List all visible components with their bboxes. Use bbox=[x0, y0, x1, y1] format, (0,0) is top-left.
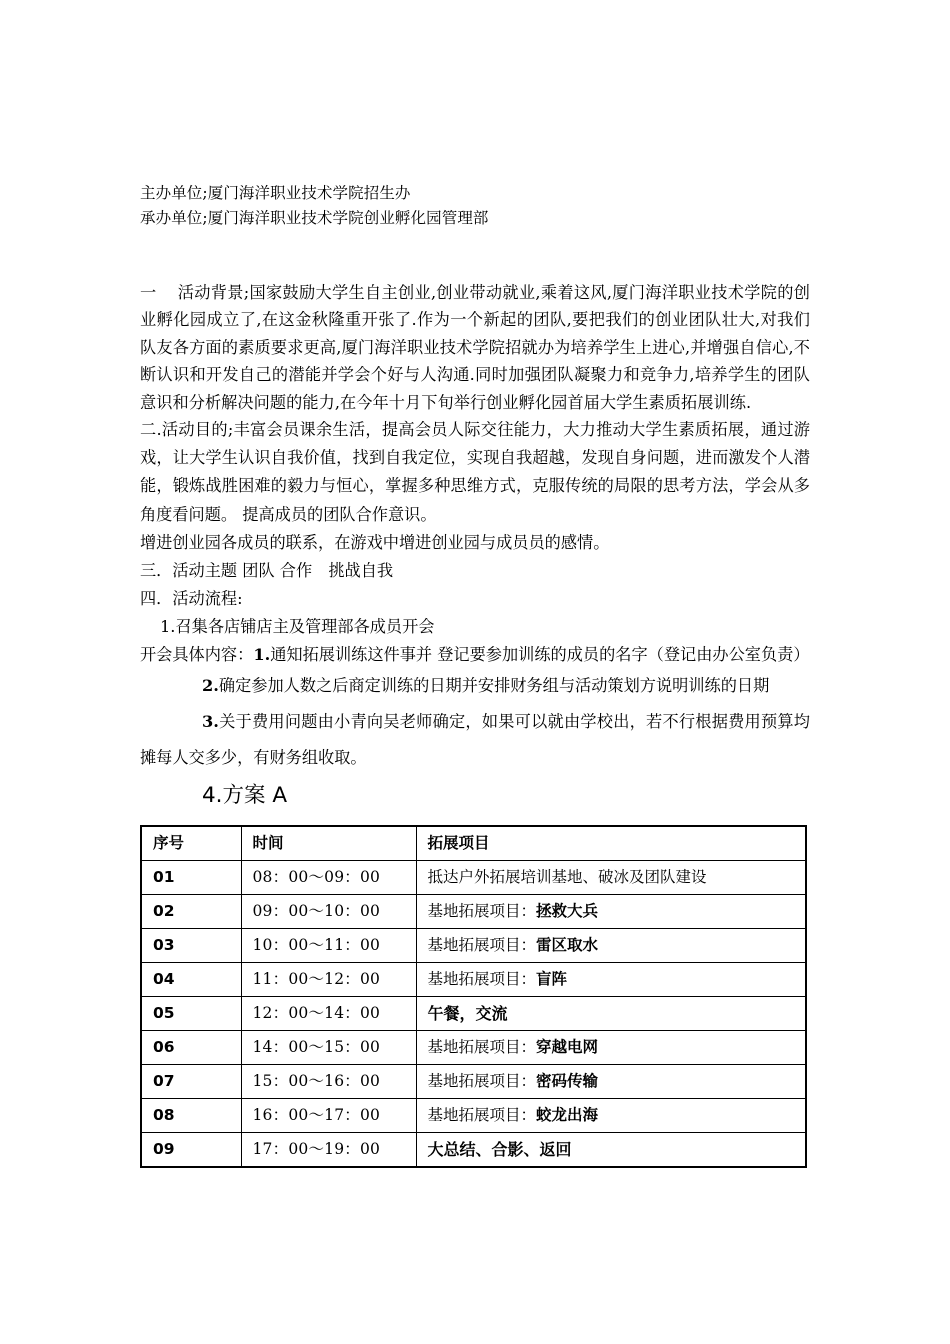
row-time-range: 10：00～11：00 bbox=[241, 929, 416, 963]
row-time-range: 12：00～14：00 bbox=[241, 997, 416, 1031]
organizer-block bbox=[140, 181, 810, 231]
table-row bbox=[141, 929, 806, 963]
row-sequence-number: 04 bbox=[141, 963, 241, 997]
column-header-time: 时间 bbox=[241, 826, 416, 861]
plan-a-label: 方案 bbox=[222, 783, 266, 809]
row-project-description: 大总结、合影、返回 bbox=[416, 1133, 806, 1168]
row-time-range: 14：00～15：00 bbox=[241, 1031, 416, 1065]
schedule-table-body bbox=[141, 826, 806, 1167]
process-item-1: 1.召集各店铺店主及管理部各成员开会 bbox=[160, 617, 435, 637]
project-prefix: 基地拓展项目： bbox=[427, 970, 537, 989]
row-project-description bbox=[416, 895, 806, 929]
process-meeting-detail bbox=[140, 641, 810, 668]
row-time-range: 15：00～16：00 bbox=[241, 1065, 416, 1099]
row-project-description bbox=[416, 1031, 806, 1065]
section-purpose-line1: 二.活动目的;丰富会员课余生活，提高会员人际交往能力，大力推动大学生素质拓展，通过游戏，让大学生认识自我价值，找到自我定位，实现自我超越，发现自身问题，进而激发个人潜能，锻炼战胜困难的毅力与恒心，掌握多种思维方式，克服传统的局限的思考方法，学会从多角度看问题。 提高成员的团队合作意识。 bbox=[140, 420, 810, 524]
process-item-3 bbox=[140, 704, 810, 776]
table-row bbox=[141, 1099, 806, 1133]
project-prefix: 基地拓展项目： bbox=[427, 1038, 537, 1057]
plan-a-number: 4. bbox=[202, 783, 223, 809]
section-spacer bbox=[140, 231, 810, 279]
row-project-description bbox=[416, 963, 806, 997]
process-item-2-number: 2. bbox=[202, 676, 219, 696]
row-sequence-number: 06 bbox=[141, 1031, 241, 1065]
project-name: 雷区取水 bbox=[536, 936, 599, 955]
process-item-3-body: 关于费用问题由小青向吴老师确定，如果可以就由学校出，若不行根据费用预算均摊每人交多少，有财务组收取。 bbox=[140, 712, 810, 768]
row-project-description: 午餐，交流 bbox=[416, 997, 806, 1031]
schedule-table bbox=[140, 825, 807, 1168]
row-sequence-number: 07 bbox=[141, 1065, 241, 1099]
row-sequence-number: 08 bbox=[141, 1099, 241, 1133]
plan-a-letter: A bbox=[272, 783, 288, 809]
section-background-number: 一 bbox=[140, 283, 157, 302]
process-meeting-body: 通知拓展训练这件事并 登记要参加训练的成员的名字（登记由办公室负责） bbox=[270, 644, 810, 664]
project-name: 拯救大兵 bbox=[536, 902, 599, 921]
organizer-line-operator: 承办单位;厦门海洋职业技术学院创业孵化园管理部 bbox=[140, 209, 489, 227]
process-item-3-number: 3. bbox=[202, 712, 219, 732]
project-name: 密码传输 bbox=[536, 1072, 599, 1091]
process-item-2-body: 确定参加人数之后商定训练的日期并安排财务组与活动策划方说明训练的日期 bbox=[218, 676, 770, 696]
column-header-no: 序号 bbox=[141, 826, 241, 861]
project-prefix: 基地拓展项目： bbox=[427, 936, 537, 955]
table-row bbox=[141, 1031, 806, 1065]
organizer-line-host: 主办单位;厦门海洋职业技术学院招生办 bbox=[140, 184, 411, 202]
row-sequence-number: 09 bbox=[141, 1133, 241, 1168]
section-process-heading: 四．活动流程: bbox=[140, 589, 243, 609]
section-background-body: 国家鼓励大学生自主创业,创业带动就业,乘着这风,厦门海洋职业技术学院的创业孵化园成立了,在这金秋隆重开张了.作为一个新起的团队,要把我们的创业团队壮大,对我们队友各方面的素质要求更高,厦门海洋职业技术学院招就办为培养学生上进心,并增强自信心,不断认识和开发自己的潜能并学会个好与人沟通.同时加强团队凝聚力和竞争力,培养学生的团队意识和分析解决问题的能力,在今年十月下旬举行创业孵化园首届大学生素质拓展训练. bbox=[140, 283, 810, 412]
project-name: 盲阵 bbox=[536, 970, 568, 989]
column-header-project: 拓展项目 bbox=[416, 826, 806, 861]
row-sequence-number: 01 bbox=[141, 861, 241, 895]
section-theme: 三．活动主题 团队 合作 挑战自我 bbox=[140, 561, 394, 581]
process-meeting-number: 1. bbox=[253, 644, 271, 664]
project-prefix: 基地拓展项目： bbox=[427, 1106, 537, 1125]
row-project-description bbox=[416, 1065, 806, 1099]
row-project-description bbox=[416, 1099, 806, 1133]
section-purpose-line2: 增进创业园各成员的联系，在游戏中增进创业园与成员员的感情。 bbox=[140, 532, 610, 552]
process-meeting-label: 开会具体内容： bbox=[140, 644, 254, 664]
project-prefix: 基地拓展项目： bbox=[427, 1072, 537, 1091]
row-project-description: 抵达户外拓展培训基地、破冰及团队建设 bbox=[416, 861, 806, 895]
schedule-table-wrapper bbox=[140, 825, 810, 1168]
project-name: 蛟龙出海 bbox=[536, 1106, 599, 1125]
plan-a-heading bbox=[140, 776, 810, 816]
table-row bbox=[141, 963, 806, 997]
table-row bbox=[141, 861, 806, 895]
row-time-range: 08：00～09：00 bbox=[241, 861, 416, 895]
row-sequence-number: 05 bbox=[141, 997, 241, 1031]
process-item-2 bbox=[140, 668, 810, 704]
row-time-range: 11：00～12：00 bbox=[241, 963, 416, 997]
table-row bbox=[141, 895, 806, 929]
project-name: 穿越电网 bbox=[536, 1038, 599, 1057]
table-row bbox=[141, 1133, 806, 1168]
row-time-range: 16：00～17：00 bbox=[241, 1099, 416, 1133]
row-sequence-number: 02 bbox=[141, 895, 241, 929]
section-background bbox=[140, 279, 810, 416]
row-sequence-number: 03 bbox=[141, 929, 241, 963]
row-time-range: 09：00～10：00 bbox=[241, 895, 416, 929]
row-project-description bbox=[416, 929, 806, 963]
row-time-range: 17：00～19：00 bbox=[241, 1133, 416, 1168]
table-header-row bbox=[141, 826, 806, 861]
table-row bbox=[141, 997, 806, 1031]
project-prefix: 基地拓展项目： bbox=[427, 902, 537, 921]
section-background-label: 活动背景; bbox=[177, 283, 250, 302]
table-row bbox=[141, 1065, 806, 1099]
